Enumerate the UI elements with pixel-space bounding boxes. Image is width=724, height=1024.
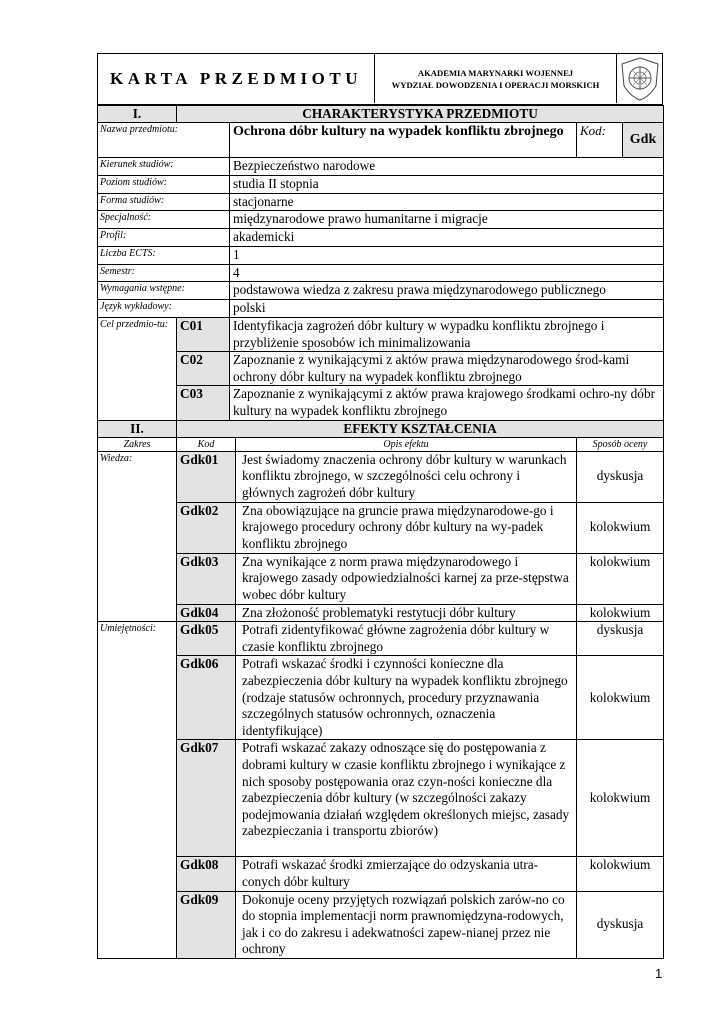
outcome-text: Potrafi wskazać środki i czynności konieczne dla zabezpieczenia dóbr kultury na wypadek konfliktu zbrojnego (rodzaje statusów ochronnych, procedury przyznawania szczególnych statusów ochronnych, oznaczenia identyfikujące) <box>236 656 577 740</box>
info-row-value: Bezpieczeństwo narodowe <box>230 158 664 176</box>
info-row-label: Język wykładowy: <box>98 300 230 318</box>
outcome-row <box>98 451 664 502</box>
info-row <box>98 264 664 282</box>
outcome-code: Gdk06 <box>177 656 236 740</box>
course-name-row <box>98 123 664 158</box>
outcome-row <box>98 740 664 857</box>
outcome-method: kolokwium <box>577 502 664 553</box>
info-row <box>98 158 664 176</box>
info-row-label: Kierunek studiów: <box>98 158 230 176</box>
outcome-row <box>98 857 664 891</box>
outcome-code: Gdk01 <box>177 451 236 502</box>
outcome-code: Gdk05 <box>177 622 236 656</box>
outcome-text: Dokonuje oceny przyjętych rozwiązań polskich zarów-no co do stopnia implementacji norm prawnomiędzyna-rodowych, jak i co do zakresu i adekwatności zapew-nianej przez nie ochrony <box>236 891 577 958</box>
institution-line-2: WYDZIAŁ DOWODZENIA I OPERACJI MORSKICH <box>391 79 600 90</box>
kod-value: Gdk <box>623 123 664 158</box>
goal-text: Identyfikacja zagrożeń dóbr kultury w wypadku konfliktu zbrojnego i przybliżenie sposobów ich minimalizowania <box>230 317 664 351</box>
info-row <box>98 246 664 264</box>
outcome-text: Potrafi zidentyfikować główne zagrożenia dóbr kultury w czasie konfliktu zbrojnego <box>236 622 577 656</box>
goal-row <box>98 386 664 420</box>
col-header-sposob: Sposób oceny <box>577 437 664 451</box>
goal-code: C02 <box>177 352 230 386</box>
outcome-text: Zna obowiązujące na gruncie prawa międzynarodowe-go i krajowego procedury ochrony dóbr kultury na wy-padek konfliktu zbrojnego <box>236 502 577 553</box>
outcome-row <box>98 604 664 622</box>
goal-text: Zapoznanie z wynikającymi z aktów prawa międzynarodowego środ-kami ochrony dóbr kultury na wypadek konfliktu zbrojnego <box>230 352 664 386</box>
col-header-kod: Kod <box>177 437 236 451</box>
outcomes-column-headers <box>98 437 664 451</box>
section-1-number: I. <box>98 106 177 123</box>
info-row-value: międzynarodowe prawo humanitarne i migracje <box>230 211 664 229</box>
course-name-value: Ochrona dóbr kultury na wypadek konfliktu zbrojnego <box>230 123 577 158</box>
outcome-method: dyskusja <box>577 622 664 656</box>
goal-row <box>98 317 664 351</box>
info-row-label: Forma studiów: <box>98 193 230 211</box>
outcome-row <box>98 656 664 740</box>
institution-name <box>374 54 617 103</box>
info-row-value: podstawowa wiedza z zakresu prawa międzynarodowego publicznego <box>230 282 664 300</box>
info-row-label: Semestr: <box>98 264 230 282</box>
umiejetnosci-label: Umiejętności: <box>98 622 177 959</box>
outcome-method: kolokwium <box>577 553 664 604</box>
section-2-number: II. <box>98 420 177 437</box>
section-1-header <box>98 106 664 123</box>
info-row-label: Poziom studiów: <box>98 175 230 193</box>
info-row-value: stacjonarne <box>230 193 664 211</box>
info-row-value: akademicki <box>230 229 664 247</box>
outcome-method: kolokwium <box>577 656 664 740</box>
info-row-label: Liczba ECTS: <box>98 246 230 264</box>
outcome-method: kolokwium <box>577 740 664 857</box>
course-name-label: Nazwa przedmiotu: <box>98 123 230 158</box>
outcome-text: Zna wynikające z norm prawa międzynarodowego i krajowego zasady odpowiedzialności karnej za prze-stępstwa wobec dóbr kultury <box>236 553 577 604</box>
academy-emblem-icon <box>619 56 661 102</box>
course-card-table <box>97 105 663 959</box>
outcome-method: dyskusja <box>577 451 664 502</box>
outcome-row <box>98 502 664 553</box>
info-row-label: Profil: <box>98 229 230 247</box>
institution-line-1: AKADEMIA MARYNARKI WOJENNEJ <box>417 67 574 78</box>
info-row-value: 4 <box>230 264 664 282</box>
header-box <box>97 53 663 105</box>
info-row <box>98 193 664 211</box>
goal-row <box>98 352 664 386</box>
goal-text: Zapoznanie z wynikającymi z aktów prawa krajowego środkami ochro-ny dóbr kultury na wypadek konfliktu zbrojnego <box>230 386 664 420</box>
section-2-header <box>98 420 664 437</box>
wiedza-label: Wiedza: <box>98 451 177 622</box>
info-row-label: Wymagania wstępne: <box>98 282 230 300</box>
outcome-row <box>98 553 664 604</box>
outcome-row <box>98 891 664 958</box>
outcome-code: Gdk02 <box>177 502 236 553</box>
outcome-method: kolokwium <box>577 857 664 891</box>
outcome-code: Gdk04 <box>177 604 236 622</box>
goal-code: C01 <box>177 317 230 351</box>
outcome-text: Potrafi wskazać zakazy odnoszące się do postępowania z dobrami kultury w czasie konfliktu zbrojnego i wynikające z nich sposoby postępowania oraz czyn-ności konieczne dla zabezpieczenia dóbr kultury (w szczególności zakazy podejmowania działań względem określonych miejsc, zasady zabezpieczania i transportu zbiorów) <box>236 740 577 857</box>
outcome-code: Gdk03 <box>177 553 236 604</box>
outcome-method: kolokwium <box>577 604 664 622</box>
info-row <box>98 229 664 247</box>
col-header-zakres: Zakres <box>98 437 177 451</box>
outcome-text: Potrafi wskazać środki zmierzające do odzyskania utra-conych dóbr kultury <box>236 857 577 891</box>
info-row <box>98 211 664 229</box>
info-row-value: studia II stopnia <box>230 175 664 193</box>
outcome-method: dyskusja <box>577 891 664 958</box>
page-number: 1 <box>655 966 663 981</box>
section-2-title: EFEKTY KSZTAŁCENIA <box>177 420 664 437</box>
info-row-label: Specjalność: <box>98 211 230 229</box>
info-row-value: polski <box>230 300 664 318</box>
outcome-code: Gdk08 <box>177 857 236 891</box>
info-row <box>98 300 664 318</box>
section-1-title: CHARAKTERYSTYKA PRZEDMIOTU <box>177 106 664 123</box>
outcome-text: Jest świadomy znaczenia ochrony dóbr kultury w warunkach konfliktu zbrojnego, w szczególności celu ochrony i głównych zagrożeń dóbr kultury <box>236 451 577 502</box>
info-row <box>98 282 664 300</box>
kod-label: Kod: <box>577 123 623 158</box>
outcome-text: Zna złożoność problematyki restytucji dóbr kultury <box>236 604 577 622</box>
col-header-opis: Opis efektu <box>236 437 577 451</box>
outcome-code: Gdk07 <box>177 740 236 857</box>
outcome-code: Gdk09 <box>177 891 236 958</box>
goals-label: Cel przedmio-tu: <box>98 317 177 420</box>
info-row-value: 1 <box>230 246 664 264</box>
outcome-row <box>98 622 664 656</box>
info-row <box>98 175 664 193</box>
goal-code: C03 <box>177 386 230 420</box>
page-title: KARTA PRZEDMIOTU <box>110 68 362 88</box>
